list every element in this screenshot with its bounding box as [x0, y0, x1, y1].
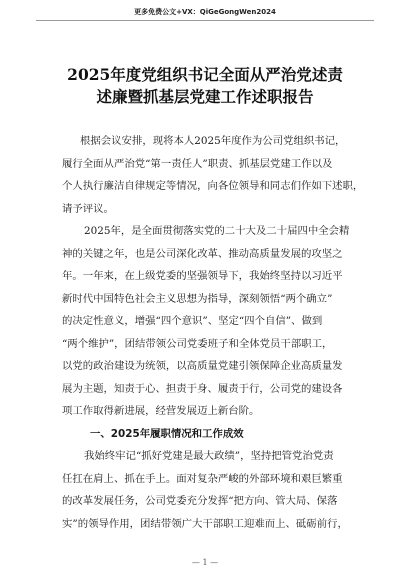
paragraph-line: 的决定性意义，增强“四个意识”、坚定“四个自信”、做到	[62, 315, 323, 327]
paragraph-line: 展为主题，知责于心、担责于身、履责于行，公司党的建设各	[62, 382, 343, 395]
header-divider	[36, 20, 374, 21]
paragraph-line: 请予评议。	[62, 202, 114, 215]
paragraph-intro	[62, 130, 364, 220]
header-note: 更多免费公文+VX：QiGeGongWen2024	[134, 8, 276, 16]
title-line-1: 2025年度党组织书记全面从严治党述责	[67, 65, 343, 84]
section-heading: 一、2025年履职情况和工作成效	[90, 427, 244, 440]
paragraph-line: 项工作取得新进展，经营发展迈上新台阶。	[62, 405, 260, 417]
document-body	[62, 130, 364, 535]
paragraph-line: 履行全面从严治党“第一责任人”职责、抓基层党建工作以及	[62, 157, 333, 170]
document-title	[40, 64, 370, 108]
paragraph-overview	[62, 220, 350, 423]
page-number: — 1 —	[191, 558, 219, 567]
paragraph-line: 年。一年来，在上级党委的坚强领导下，我始终坚持以习近平	[62, 270, 343, 282]
paragraph-line: 任扛在肩上、抓在手上。面对复杂严峻的外部环境和艰巨繁重	[62, 472, 343, 485]
paragraph-line: 根据会议安排，现将本人2025年度作为公司党组织书记，	[80, 135, 346, 147]
paragraph-line: 以党的政治建设为统领，以高质量党建引领保障企业高质量发	[62, 360, 343, 372]
title-line-2: 述廉暨抓基层党建工作述职报告	[96, 87, 314, 106]
paragraph-line: 新时代中国特色社会主义思想为指导，深刻领悟“两个确立”	[62, 292, 333, 305]
paragraph-line: 2025年，是全面贯彻落实党的二十大及二十届四中全会精	[84, 225, 350, 237]
paragraph-line: “两个维护”，团结带领公司党委班子和全体党员干部职工，	[62, 337, 333, 350]
paragraph-line: 个人执行廉洁自律规定等情况，向各位领导和同志们作如下述职，	[62, 180, 364, 192]
paragraph-line: 我始终牢记“抓好党建是最大政绩”，坚持把管党治党责	[84, 450, 334, 462]
paragraph-line: 的改革发展任务，公司党委充分发挥“把方向、管大局、保落	[62, 495, 338, 507]
paragraph-section-1	[62, 445, 348, 535]
paragraph-line: 神的关键之年，也是公司深化改革、推动高质量发展的攻坚之	[62, 247, 343, 260]
paragraph-line: 实”的领导作用，团结带领广大干部职工迎难而上、砥砺前行，	[62, 517, 348, 530]
